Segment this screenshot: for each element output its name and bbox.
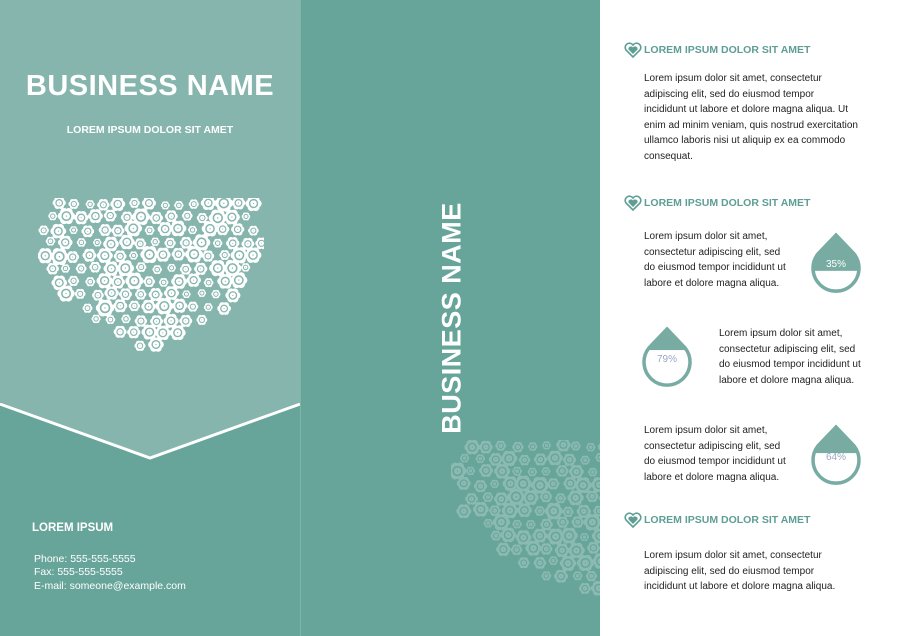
- section-2-title: LOREM IPSUM DOLOR SIT AMET: [644, 197, 811, 209]
- section-1-title: LOREM IPSUM DOLOR SIT AMET: [644, 44, 811, 56]
- body-line: ullamco laboris nisi ut aliquip ex ea commodo: [644, 135, 846, 146]
- stat-1-body: [644, 229, 814, 291]
- drop-fill: [639, 329, 695, 350]
- section-3-body: [644, 548, 884, 595]
- body-line: Lorem ipsum dolor sit amet, consectetur: [644, 73, 822, 84]
- body-line: Lorem ipsum dolor sit amet,: [644, 231, 768, 242]
- body-line: consectetur adipiscing elit, sed: [719, 343, 856, 355]
- body-line: adipiscing elit, sed do eiusmod tempor: [644, 565, 815, 577]
- body-line: consequat.: [644, 150, 693, 162]
- body-line: consectetur adipiscing elit, sed: [644, 246, 781, 258]
- body-line: do eiusmod tempor incididunt ut: [719, 359, 861, 370]
- contact-fax: Fax: 555-555-5555: [34, 566, 123, 578]
- body-line: do eiusmod tempor incididunt ut: [644, 456, 786, 467]
- body-line: Lorem ipsum dolor sit amet,: [719, 328, 843, 339]
- drop-percent-label: 64%: [825, 452, 847, 463]
- contact-phone: Phone: 555-555-5555: [34, 553, 136, 565]
- contact-title: LOREM IPSUM: [32, 522, 114, 534]
- heart-bullet-icon: [624, 195, 642, 211]
- body-line: Lorem ipsum dolor sit amet,: [644, 425, 768, 436]
- contact-email: E-mail: someone@example.com: [34, 580, 186, 592]
- flower-heart-watermark-icon: [451, 440, 601, 630]
- stat-drop-64: [808, 424, 864, 486]
- heart-bullet-icon: [624, 512, 642, 528]
- section-3-heading: [624, 512, 810, 528]
- body-line: enim ad minim veniam, quis nostrud exercitation: [644, 119, 858, 131]
- heart-bullet-icon: [624, 42, 642, 58]
- stat-drop-35: [808, 232, 864, 294]
- flower-heart-icon: [38, 198, 264, 388]
- spine-title: BUSINESS NAME: [436, 202, 467, 434]
- stat-drop-79: [639, 326, 695, 388]
- section-1-body: [644, 71, 884, 164]
- body-line: labore et dolore magna aliqua.: [644, 277, 780, 289]
- section-2-heading: [624, 195, 810, 211]
- drop-percent-label: 35%: [825, 259, 847, 270]
- stat-2-body: [719, 326, 889, 388]
- section-3-title: LOREM IPSUM DOLOR SIT AMET: [644, 514, 811, 526]
- body-line: adipiscing elit, sed do eiusmod tempor: [644, 88, 815, 100]
- cover-title: BUSINESS NAME: [25, 70, 275, 102]
- stat-3-body: [644, 423, 814, 485]
- body-line: do eiusmod tempor incididunt ut: [644, 262, 786, 273]
- drop-percent-label: 79%: [656, 354, 678, 365]
- body-line: consectetur adipiscing elit, sed: [644, 440, 781, 452]
- body-line: Lorem ipsum dolor sit amet, consectetur: [644, 550, 822, 561]
- cover-panel: [0, 0, 300, 636]
- body-line: labore et dolore magna aliqua.: [719, 374, 855, 386]
- section-1-heading: [624, 42, 810, 58]
- body-line: labore et dolore magna aliqua.: [644, 471, 780, 483]
- cover-subtitle: LOREM IPSUM DOLOR SIT AMET: [66, 124, 234, 136]
- body-line: incididunt ut labore et dolore magna aliqua.: [644, 581, 836, 592]
- body-line: incididunt ut labore et dolore magna aliqua. Ut: [644, 104, 849, 115]
